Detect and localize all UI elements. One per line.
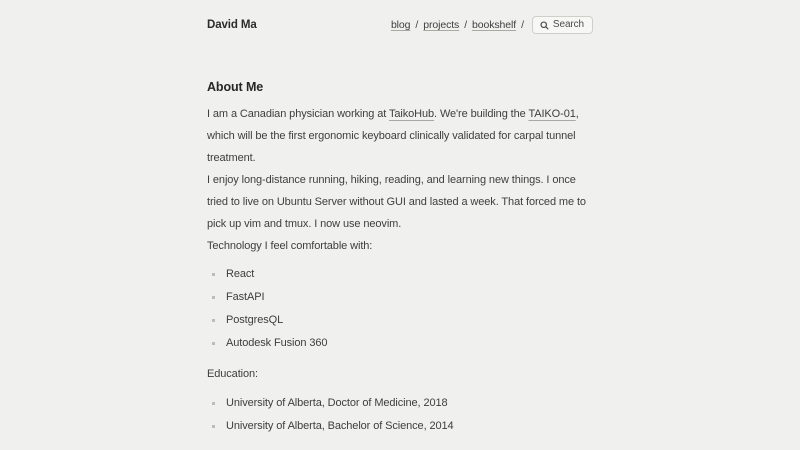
about-section <box>207 76 593 437</box>
site-nav <box>391 16 593 34</box>
list-item <box>207 415 593 437</box>
list-item-label: FastAPI <box>226 291 265 303</box>
bullet-icon <box>212 296 215 299</box>
site-title: David Ma <box>207 19 257 31</box>
intro-paragraph <box>207 103 593 169</box>
intro-text: . We're building the <box>434 108 529 120</box>
list-item-label: University of Alberta, Doctor of Medicine, 2018 <box>226 397 448 409</box>
tech-intro: Technology I feel comfortable with: <box>207 240 373 252</box>
list-item-label: University of Alberta, Bachelor of Science, 2014 <box>226 420 454 432</box>
list-item <box>207 263 593 285</box>
list-item <box>207 332 593 354</box>
search-button[interactable] <box>532 16 593 34</box>
bullet-icon <box>212 425 215 428</box>
nav-link-bookshelf[interactable]: bookshelf <box>472 19 517 31</box>
tech-list <box>207 263 593 354</box>
list-item-label: React <box>226 268 255 280</box>
nav-separator: / <box>464 19 468 31</box>
bullet-icon <box>212 342 215 345</box>
list-item <box>207 286 593 308</box>
site-header <box>207 14 593 36</box>
nav-link-projects[interactable]: projects <box>423 19 460 31</box>
bullet-icon <box>212 273 215 276</box>
list-item-label: PostgresQL <box>226 314 284 326</box>
nav-separator: / <box>521 19 524 31</box>
bullet-icon <box>212 402 215 405</box>
taiko-01-link[interactable]: TAIKO-01 <box>528 108 576 120</box>
intro-text: I am a Canadian physician working at <box>207 108 389 120</box>
list-item-label: Autodesk Fusion 360 <box>226 337 328 349</box>
bullet-icon <box>212 319 215 322</box>
search-button-label: Search <box>552 19 584 30</box>
taikohub-link[interactable]: TaikoHub <box>388 108 435 120</box>
nav-link-blog[interactable]: blog <box>390 19 411 31</box>
list-item <box>207 392 593 414</box>
education-intro: Education: <box>207 368 258 380</box>
intro-text: , which will be the first ergonomic keyboard clinically validated for carpal tunnel treatment. <box>207 108 579 164</box>
section-heading: About Me <box>207 80 264 94</box>
list-item <box>207 309 593 331</box>
nav-separator: / <box>415 19 419 31</box>
hobbies-paragraph: I enjoy long-distance running, hiking, reading, and learning new things. I once tried to live on Ubuntu Server without GUI and lasted a week. That forced me to pick up vim and tmux. I now use neovim. <box>207 174 586 230</box>
education-list <box>207 392 593 437</box>
content-column <box>207 0 593 437</box>
search-icon <box>540 21 549 30</box>
